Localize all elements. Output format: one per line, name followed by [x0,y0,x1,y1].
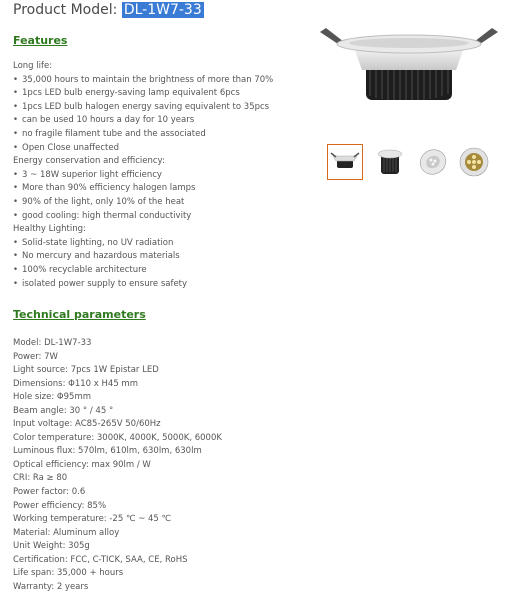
downlight-heatsink-icon [372,144,408,180]
parameter-item: Warranty: 2 years [13,581,89,592]
feature-group-label: Energy conservation and efficiency: [13,156,165,167]
product-main-image [314,18,504,118]
parameter-item: Certification: FCC, C-TICK, SAA, CE, RoHS [13,554,188,565]
parameter-item: Dimensions: Φ110 x H45 mm [13,378,138,389]
thumbnail-tilt-view[interactable] [415,144,451,180]
features-heading: Features [13,34,68,47]
feature-bullet-item: • Solid-state lighting, no UV radiation [13,237,273,251]
parameter-item: Color temperature: 3000K, 4000K, 5000K, 6000K [13,432,222,443]
downlight-side-icon [328,145,362,179]
parameter-item: Model: DL-1W7-33 [13,338,92,348]
product-model-value[interactable]: DL-1W7-33 [123,2,202,18]
parameter-item: Power: 7W [13,351,58,362]
downlight-tilt-icon [415,144,451,180]
parameter-item: Material: Aluminum alloy [13,527,120,538]
feature-bullet-item: • 1pcs LED bulb halogen energy saving equivalent to 35pcs [13,101,273,115]
feature-bullet-item: • More than 90% efficiency halogen lamps [13,182,273,196]
parameter-item: Unit Weight: 305g [13,541,90,552]
feature-bullet-item: • Open Close unaffected [13,142,273,156]
feature-bullet-item: • 35,000 hours to maintain the brightness of more than 70% [13,74,273,88]
parameter-item: Working temperature: -25 ℃ ~ 45 ℃ [13,514,172,525]
parameter-item: Power factor: 0.6 [13,487,86,498]
parameter-item: Life span: 35,000 + hours [13,568,124,579]
feature-bullet-item: • no fragile filament tube and the associated [13,128,273,142]
feature-bullet-item: • 1pcs LED bulb energy-saving lamp equivalent 6pcs [13,87,273,101]
feature-bullet-item: • No mercury and hazardous materials [13,250,273,264]
parameter-item: Light source: 7pcs 1W Epistar LED [13,365,159,376]
feature-bullet-item: • 90% of the light, only 10% of the heat [13,196,273,210]
parameter-item: Power efficiency: 85% [13,500,107,511]
feature-bullet-item: • 3 ~ 18W superior light efficiency [13,169,273,183]
product-model-title [13,2,204,18]
feature-bullet-item: • can be used 10 hours a day for 10 years [13,114,273,128]
thumbnail-side-view[interactable] [327,144,363,180]
feature-bullet-item: • 100% recyclable architecture [13,264,273,278]
technical-parameters-list [13,337,222,594]
parameter-item: CRI: Ra ≥ 80 [13,473,68,484]
feature-group-label: Long life: [13,61,53,71]
parameter-item: Hole size: Φ95mm [13,392,91,403]
feature-bullet-item: • good cooling: high thermal conductivity [13,210,273,224]
parameter-item: Beam angle: 30 ° / 45 ° [13,405,114,416]
parameter-item: Optical efficiency: max 90lm / W [13,459,151,470]
parameter-item: Luminous flux: 570lm, 610lm, 630lm, 630lm [13,446,202,457]
thumbnail-heatsink-view[interactable] [372,144,408,180]
features-list [13,60,273,291]
downlight-front-icon [456,144,492,180]
technical-parameters-heading: Technical parameters [13,308,146,321]
parameter-item: Input voltage: AC85-265V 50/60Hz [13,419,161,430]
product-model-label: Product Model: [13,2,122,18]
feature-group-label: Healthy Lighting: [13,224,86,235]
feature-bullet-item: • isolated power supply to ensure safety [13,278,273,292]
thumbnail-front-view[interactable] [456,144,492,180]
